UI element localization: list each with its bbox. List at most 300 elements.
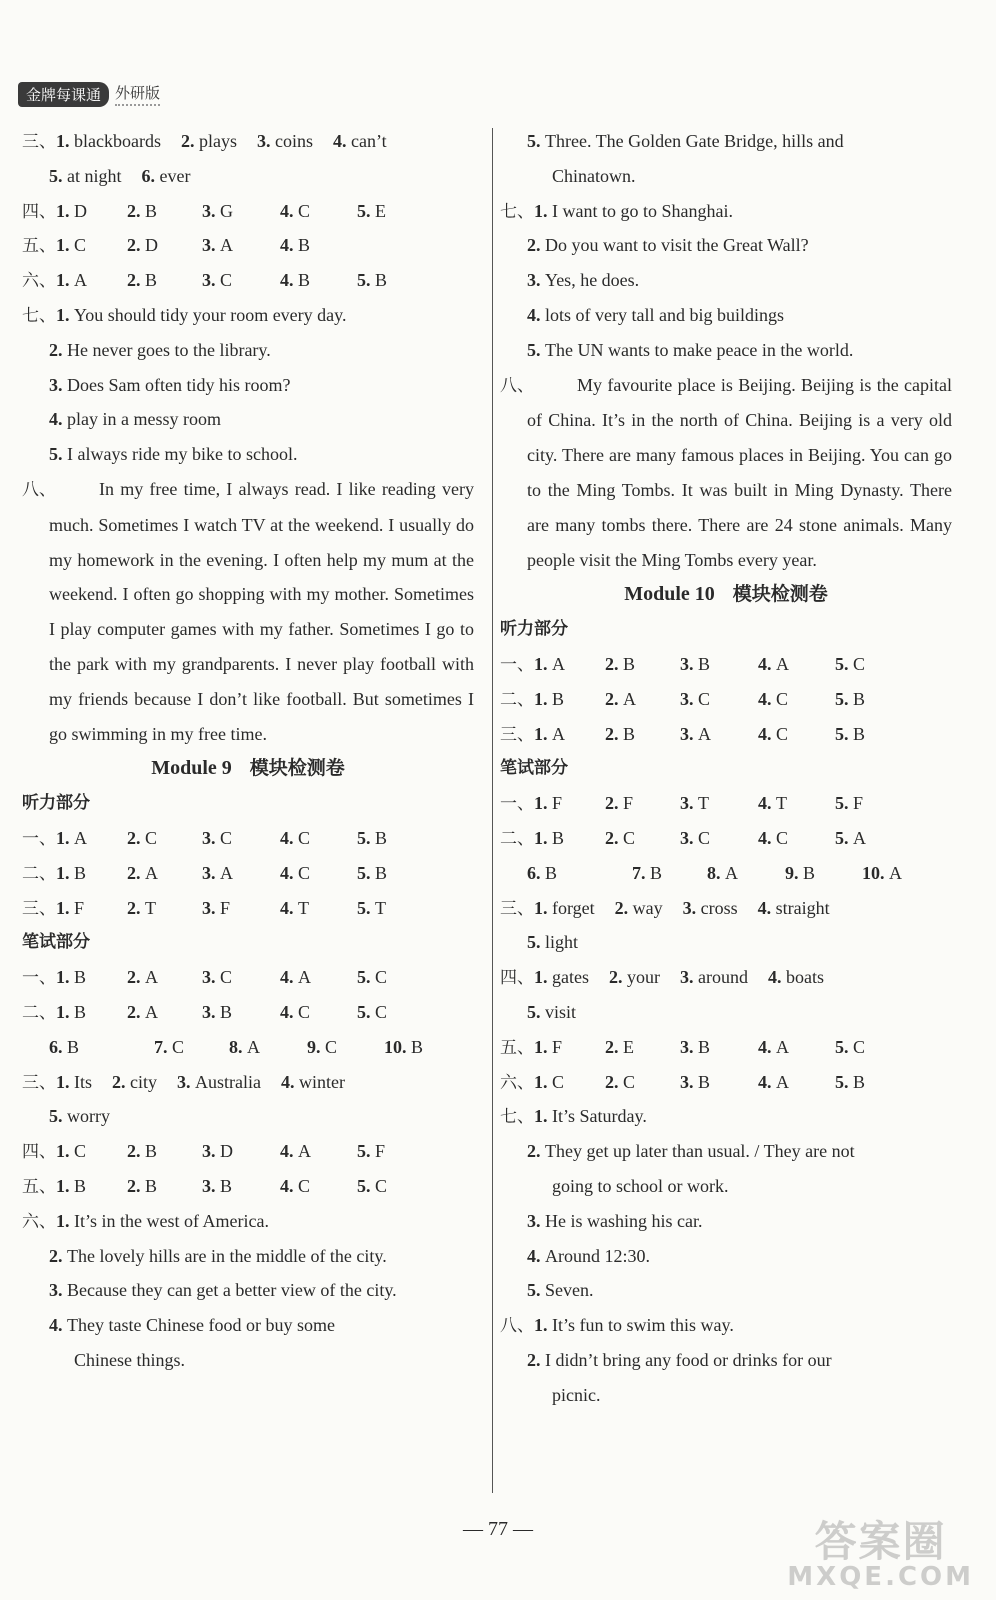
answer-line	[500, 821, 952, 856]
answer-item	[500, 1030, 562, 1066]
item-number: 1.	[534, 1036, 552, 1057]
answer-item	[680, 647, 710, 682]
answer-item	[680, 960, 748, 995]
item-number: 2.	[127, 967, 145, 988]
answer-line	[22, 821, 474, 856]
answer-item	[758, 786, 787, 821]
answer-text: cross	[700, 897, 738, 918]
answer-line	[22, 1204, 474, 1239]
answer-text: straight	[775, 897, 830, 918]
item-number: 5.	[527, 131, 545, 151]
answer-item	[609, 960, 660, 995]
answer-text: B	[375, 862, 388, 883]
answer-item	[384, 1030, 423, 1065]
answer-item	[758, 821, 788, 856]
item-number: 5.	[527, 339, 545, 360]
item-number: 5.	[357, 1001, 375, 1022]
answer-text: They taste Chinese food or buy some	[67, 1315, 335, 1336]
item-number: 2.	[127, 1175, 145, 1196]
question-group-number: 四、	[500, 968, 534, 989]
item-number: 2.	[112, 1071, 130, 1092]
item-number: 6.	[527, 862, 545, 883]
section-heading: 听力部分	[22, 793, 90, 814]
answer-text: C	[776, 827, 789, 848]
answer-text: C	[74, 1141, 87, 1162]
answer-text: A	[698, 723, 711, 744]
answer-line	[22, 263, 474, 298]
module-name: Module 10	[624, 583, 715, 606]
answer-line	[500, 1239, 952, 1274]
answer-text: C	[853, 653, 866, 674]
item-number: 2.	[127, 897, 145, 918]
item-number: 4.	[527, 1245, 545, 1266]
question-group-number: 三、	[22, 1072, 56, 1093]
answer-item	[527, 1343, 832, 1378]
answer-text: B	[220, 1001, 233, 1022]
page-number: — 77 —	[463, 1518, 533, 1540]
answer-text: C	[325, 1036, 338, 1057]
item-number: 6.	[141, 165, 160, 186]
answer-item	[527, 1273, 594, 1308]
answer-text: B	[67, 1036, 80, 1057]
answer-text: way	[632, 897, 663, 918]
answer-line	[500, 1273, 952, 1308]
item-number: 3.	[256, 131, 275, 151]
item-number: 2.	[608, 967, 627, 988]
answer-line	[500, 856, 952, 891]
answer-item	[202, 960, 232, 995]
answer-text: worry	[67, 1106, 110, 1127]
answer-item	[357, 1169, 387, 1204]
answer-text: B	[145, 270, 158, 291]
answer-line	[22, 228, 474, 263]
answer-item	[127, 228, 158, 263]
answer-text: They get up later than usual. / They are not	[545, 1141, 855, 1162]
question-group-number: 一、	[22, 968, 56, 989]
answer-item	[127, 891, 156, 926]
answer-item	[49, 159, 122, 194]
answer-line	[500, 995, 952, 1030]
answer-text: B	[623, 723, 636, 744]
answer-line	[500, 228, 952, 263]
item-number: 1.	[56, 131, 74, 151]
answer-item	[280, 194, 310, 229]
answer-text: C	[623, 827, 636, 848]
answer-item	[22, 1169, 86, 1205]
answer-line	[500, 925, 952, 960]
item-number: 2.	[127, 1141, 145, 1162]
answer-item	[22, 821, 87, 857]
item-number: 3.	[527, 270, 545, 291]
item-number: 3.	[680, 827, 698, 848]
answer-item	[527, 925, 578, 960]
item-number: 5.	[49, 444, 67, 465]
answer-text: A	[776, 1036, 789, 1057]
answer-item	[835, 821, 866, 856]
answer-item	[49, 437, 297, 472]
item-number: 1.	[534, 653, 552, 674]
answer-item	[49, 402, 221, 437]
answer-text: C	[298, 1001, 311, 1022]
answer-text: gates	[552, 967, 589, 988]
answer-text: C	[623, 1071, 636, 1092]
answer-text: Chinatown.	[552, 165, 636, 186]
answer-item	[680, 1030, 710, 1065]
answer-text: picnic.	[552, 1384, 601, 1405]
answer-text: A	[552, 653, 565, 674]
answer-item	[181, 124, 237, 159]
item-number: 1.	[534, 723, 552, 744]
item-number: 4.	[280, 967, 298, 988]
answer-item	[280, 1134, 311, 1169]
answer-text: B	[145, 1141, 158, 1162]
answer-text: C	[375, 1175, 388, 1196]
item-number: 2.	[127, 862, 145, 883]
answer-text: B	[145, 200, 158, 221]
answer-text: C	[220, 270, 233, 291]
item-number: 2.	[527, 1349, 545, 1370]
answer-text: forget	[552, 897, 595, 918]
item-number: 4.	[280, 897, 298, 918]
page-header	[18, 82, 160, 106]
answer-item	[127, 995, 158, 1030]
answer-text: A	[74, 270, 87, 291]
item-number: 7.	[632, 862, 650, 883]
item-number: 4.	[527, 304, 545, 325]
answer-item	[49, 368, 290, 403]
item-number: 1.	[56, 304, 74, 325]
answer-item	[768, 960, 824, 995]
item-number: 5.	[835, 793, 853, 814]
item-number: 5.	[527, 932, 545, 953]
answer-line	[500, 263, 952, 298]
answer-text: F	[552, 793, 563, 814]
item-number: 5.	[357, 827, 375, 848]
answer-line	[22, 1343, 474, 1378]
answer-item	[357, 1134, 385, 1169]
item-number: 2.	[605, 1071, 623, 1092]
answer-text: can’t	[350, 131, 387, 151]
answer-item	[127, 821, 157, 856]
answer-text: I want to go to Shanghai.	[552, 200, 733, 221]
answer-text: T	[298, 897, 309, 918]
answer-text: F	[74, 897, 85, 918]
item-number: 2.	[49, 1245, 67, 1266]
answer-text: B	[853, 1071, 866, 1092]
item-number: 3.	[680, 653, 698, 674]
item-number: 3.	[680, 1036, 698, 1057]
question-group-number: 五、	[22, 1176, 56, 1197]
answer-text: A	[145, 1001, 158, 1022]
answer-item	[785, 856, 815, 891]
answer-text: Its	[74, 1071, 92, 1092]
answer-item	[49, 1239, 387, 1274]
answer-text: visit	[545, 1001, 577, 1022]
answer-item	[154, 1030, 184, 1065]
answer-line	[22, 960, 474, 995]
answer-text: blackboards	[74, 131, 161, 151]
answer-text: play in a messy room	[67, 409, 221, 430]
answer-item	[527, 856, 557, 891]
item-number: 5.	[835, 653, 853, 674]
answer-item	[500, 1065, 564, 1101]
answer-text: B	[411, 1036, 424, 1057]
answer-text: B	[698, 1036, 711, 1057]
answer-text: A	[247, 1036, 260, 1057]
answer-item	[500, 960, 589, 996]
answer-line	[22, 1308, 474, 1343]
answer-text: A	[145, 862, 158, 883]
answer-item	[605, 647, 635, 682]
answer-line	[22, 159, 474, 194]
answer-text: B	[220, 1175, 233, 1196]
series-badge: 金牌每课通	[18, 82, 109, 107]
item-number: 5.	[835, 723, 853, 744]
item-number: 3.	[202, 967, 220, 988]
answer-item	[127, 1134, 157, 1169]
answer-text: A	[298, 1141, 311, 1162]
answer-item	[49, 1030, 79, 1065]
answer-text: A	[725, 862, 738, 883]
answer-text: boats	[785, 967, 824, 988]
item-number: 1.	[534, 688, 552, 709]
answer-text: C	[698, 827, 711, 848]
answer-text: D	[145, 235, 158, 256]
answer-item	[202, 891, 230, 926]
answer-item	[22, 263, 87, 299]
question-group-number: 二、	[500, 689, 534, 710]
question-group-number: 八、	[22, 479, 56, 500]
answer-item	[680, 821, 710, 856]
answer-text: G	[220, 200, 233, 221]
answer-text: B	[375, 270, 388, 291]
answer-item	[281, 1065, 345, 1100]
item-number: 5.	[835, 1036, 853, 1057]
answer-item	[333, 124, 387, 159]
answer-text: C	[776, 688, 789, 709]
answer-item	[280, 821, 310, 856]
answer-text: T	[776, 793, 787, 814]
answer-text: B	[74, 862, 87, 883]
answer-text: C	[298, 200, 311, 221]
answer-item	[527, 263, 639, 298]
answer-item	[22, 1065, 92, 1101]
answer-item	[280, 995, 310, 1030]
answer-item	[527, 124, 844, 159]
watermark-logo	[787, 1517, 974, 1592]
answer-item	[49, 1273, 397, 1308]
answer-text: ever	[159, 165, 191, 186]
answer-text: E	[623, 1036, 634, 1057]
answer-text: You should tidy your room every day.	[74, 304, 347, 325]
answer-text: D	[74, 200, 87, 221]
answer-text: B	[853, 688, 866, 709]
item-number: 1.	[534, 1071, 552, 1092]
item-number: 10.	[862, 862, 889, 883]
answer-line	[500, 194, 952, 229]
answer-item	[127, 1169, 157, 1204]
answer-text: T	[145, 897, 156, 918]
answer-item	[683, 891, 738, 926]
question-group-number: 七、	[500, 1107, 534, 1128]
answer-line	[22, 368, 474, 403]
answer-item	[357, 821, 387, 856]
item-number: 2.	[605, 688, 623, 709]
answer-item	[22, 856, 86, 892]
answer-item	[307, 1030, 337, 1065]
item-number: 3.	[527, 1210, 545, 1231]
answer-text: T	[698, 793, 709, 814]
answer-text: Do you want to visit the Great Wall?	[545, 235, 809, 256]
answer-item	[527, 1134, 855, 1169]
item-number: 1.	[534, 1106, 552, 1127]
answer-item	[758, 647, 789, 682]
question-group-number: 二、	[500, 828, 534, 849]
section-heading: 听力部分	[500, 619, 568, 640]
item-number: 5.	[357, 1175, 375, 1196]
answer-line	[22, 1169, 474, 1204]
answer-text: Seven.	[545, 1280, 594, 1301]
answer-item	[280, 856, 310, 891]
answer-text: Around 12:30.	[545, 1245, 650, 1266]
answer-text: D	[220, 1141, 233, 1162]
edition-label: 外研版	[115, 82, 160, 106]
answer-line	[500, 786, 952, 821]
answer-text: A	[776, 1071, 789, 1092]
question-group-number: 一、	[500, 794, 534, 815]
answer-line	[500, 891, 952, 926]
answer-text: He never goes to the library.	[67, 339, 271, 360]
item-number: 1.	[56, 862, 74, 883]
answer-item	[280, 263, 310, 298]
answer-item	[500, 1099, 647, 1135]
item-number: 4.	[280, 827, 298, 848]
answer-item	[835, 1030, 865, 1065]
answer-line	[500, 1308, 952, 1343]
answer-text: C	[698, 688, 711, 709]
answer-text: E	[375, 200, 386, 221]
item-number: 2.	[127, 270, 145, 291]
answer-text: B	[145, 1175, 158, 1196]
answer-item	[527, 1204, 702, 1239]
answer-item	[127, 194, 157, 229]
answer-text: It’s fun to swim this way.	[552, 1315, 734, 1336]
answer-item	[229, 1030, 260, 1065]
answer-line	[500, 298, 952, 333]
answer-text: A	[853, 827, 866, 848]
answer-text: B	[552, 827, 565, 848]
answer-item	[605, 682, 636, 717]
answer-text: coins	[274, 131, 313, 151]
item-number: 5.	[49, 165, 67, 186]
answer-item	[527, 228, 809, 263]
item-number: 3.	[202, 1175, 220, 1196]
question-group-number: 七、	[500, 201, 534, 222]
answer-text: lots of very tall and big buildings	[545, 304, 784, 325]
answer-text: C	[145, 827, 158, 848]
answer-item	[500, 891, 595, 927]
item-number: 3.	[680, 723, 698, 744]
answer-text: at night	[67, 165, 122, 186]
item-number: 4.	[758, 723, 776, 744]
answer-item	[202, 1169, 232, 1204]
item-number: 5.	[357, 897, 375, 918]
answer-item	[605, 717, 635, 752]
answer-text: A	[220, 235, 233, 256]
answer-text: light	[545, 932, 579, 953]
answer-item	[707, 856, 738, 891]
answer-item	[680, 682, 710, 717]
answer-line	[500, 682, 952, 717]
item-number: 4.	[758, 688, 776, 709]
item-number: 3.	[679, 967, 698, 988]
answer-text: A	[889, 862, 902, 883]
answer-item	[357, 194, 386, 229]
answer-item	[127, 960, 158, 995]
question-group-number: 七、	[22, 305, 56, 326]
answer-text: your	[626, 967, 660, 988]
answer-item	[202, 263, 232, 298]
section-heading: 笔试部分	[22, 932, 90, 953]
item-number: 5.	[835, 688, 853, 709]
watermark-sub: MXQE.COM	[787, 1562, 974, 1592]
answer-text: B	[74, 1001, 87, 1022]
answer-item	[74, 1343, 185, 1378]
answer-text: Yes, he does.	[545, 270, 640, 291]
answer-line	[500, 1065, 952, 1100]
answer-item	[357, 960, 387, 995]
answer-text: C	[375, 1001, 388, 1022]
item-number: 3.	[202, 235, 220, 256]
answer-line	[22, 891, 474, 926]
answer-text: Because they can get a better view of the city.	[67, 1280, 397, 1301]
answer-line	[22, 1134, 474, 1169]
item-number: 2.	[605, 653, 623, 674]
item-number: 3.	[177, 1071, 195, 1092]
item-number: 3.	[202, 897, 220, 918]
answer-text: A	[74, 827, 87, 848]
writing-text: My favourite place is Beijing. Beijing is the capital of China. It’s in the north of China. Beijing is a very old city. There are many famous places in Beijing. You can go to the Ming Tombs. It was built in Ming Dynasty. There are many tombs there. There are 24 stone animals. Many people visit the Ming Tombs every year.	[527, 374, 952, 570]
answer-line	[22, 1030, 474, 1065]
item-number: 3.	[682, 897, 701, 918]
question-group-number: 二、	[22, 1002, 56, 1023]
answer-text: C	[298, 827, 311, 848]
answer-text: C	[776, 723, 789, 744]
answer-text: B	[853, 723, 866, 744]
item-number: 1.	[56, 1175, 74, 1196]
item-number: 4.	[757, 897, 776, 918]
answer-text: Three. The Golden Gate Bridge, hills and	[545, 131, 844, 151]
question-group-number: 六、	[22, 1211, 56, 1232]
question-group-number: 五、	[500, 1037, 534, 1058]
answer-line	[22, 402, 474, 437]
item-number: 1.	[534, 827, 552, 848]
item-number: 5.	[357, 200, 375, 221]
item-number: 5.	[357, 1141, 375, 1162]
item-number: 8.	[707, 862, 725, 883]
question-group-number: 八、	[500, 1316, 534, 1337]
question-group-number: 五、	[22, 236, 56, 257]
item-number: 4.	[280, 1001, 298, 1022]
item-number: 5.	[835, 1071, 853, 1092]
item-number: 1.	[56, 1210, 74, 1231]
item-number: 1.	[534, 200, 552, 221]
module-name: Module 9	[151, 757, 232, 780]
item-number: 2.	[127, 1001, 145, 1022]
item-number: 5.	[49, 1106, 67, 1127]
answer-text: The lovely hills are in the middle of the city.	[67, 1245, 387, 1266]
question-group-number: 六、	[500, 1072, 534, 1093]
